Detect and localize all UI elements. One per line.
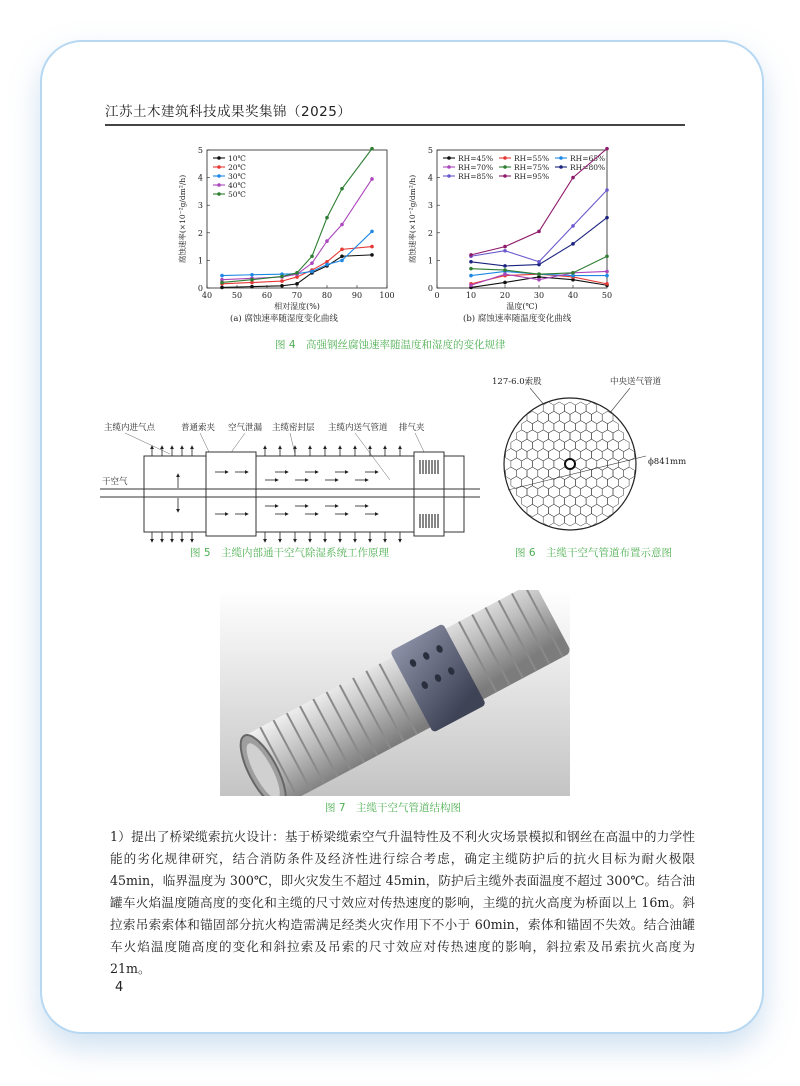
legend-label: 50℃ bbox=[228, 190, 246, 199]
legend-label: RH=75% bbox=[514, 163, 550, 172]
legend-label: 20℃ bbox=[228, 163, 246, 172]
data-point bbox=[605, 270, 609, 274]
legend-marker bbox=[447, 174, 451, 178]
y-tick-label: 1 bbox=[427, 256, 433, 266]
data-point bbox=[469, 260, 473, 264]
legend-marker bbox=[503, 156, 507, 160]
data-point bbox=[469, 283, 473, 287]
data-point bbox=[370, 253, 374, 257]
legend-label: 10℃ bbox=[228, 154, 246, 163]
body-paragraph: 1）提出了桥梁缆索抗火设计：基于桥梁缆索空气升温特性及不利火灾场景模拟和钢丝在高温中的力学性能的劣化规律研究，结合消防条件及经济性进行综合考虑，确定主缆防护后的抗火目标为耐火极限 45min，临界温度为 300℃，即火灾发生不超过 45min，防护后主缆外表面温度不超过 300℃。结合油罐车火焰温度随高度的变化和主缆的尺寸效应对传热速度的影响，主缆的抗火高度为桥面以上 16m。斜拉索吊索索体和锚固部分抗火构造需满足经类火灾作用下不小于 60min，索体和锚固不失效。结合油罐车火焰温度随高度的变化和斜拉索及吊索的尺寸效应对传热速度的影响，斜拉索及吊索抗火高度为 21m。 bbox=[110, 829, 695, 976]
data-point bbox=[340, 259, 344, 263]
legend-label: 40℃ bbox=[228, 181, 246, 190]
data-point bbox=[503, 245, 507, 249]
x-tick-label: 40 bbox=[201, 291, 213, 300]
label-diameter: ϕ841mm bbox=[648, 457, 687, 467]
legend-marker bbox=[447, 165, 451, 169]
figure-6-caption: 图 6 主缆干空气管道布置示意图 bbox=[515, 547, 673, 559]
data-point bbox=[340, 254, 344, 258]
legend-marker bbox=[559, 156, 563, 160]
data-point bbox=[325, 263, 329, 267]
data-point bbox=[605, 274, 609, 278]
label-clamp: 普通索夹 bbox=[181, 423, 216, 433]
data-point bbox=[571, 176, 575, 180]
data-point bbox=[370, 230, 374, 234]
header-rule bbox=[105, 124, 685, 126]
data-point bbox=[605, 282, 609, 286]
x-axis-label: 温度(℃) bbox=[506, 302, 538, 310]
chart-temperature bbox=[405, 140, 615, 310]
data-point bbox=[325, 239, 329, 243]
x-tick-label: 90 bbox=[351, 291, 363, 300]
legend-label: RH=70% bbox=[458, 163, 494, 172]
legend-marker bbox=[217, 165, 221, 169]
legend-label: RH=85% bbox=[458, 172, 494, 181]
x-axis-label: 相对湿度(%) bbox=[274, 302, 320, 310]
data-point bbox=[503, 249, 507, 253]
x-tick-label: 60 bbox=[261, 291, 273, 300]
x-tick-label: 80 bbox=[321, 291, 333, 300]
y-tick-label: 2 bbox=[197, 228, 203, 238]
figure-4-caption: 图 4 高强钢丝腐蚀速率随温度和湿度的变化规律 bbox=[275, 339, 506, 351]
x-tick-label: 70 bbox=[291, 291, 303, 300]
data-point bbox=[325, 216, 329, 220]
y-axis-label: 腐蚀速率(×10⁻²g/dm²/h) bbox=[408, 174, 417, 264]
chart-humidity bbox=[175, 140, 395, 310]
label-strand: 127-6.0索股 bbox=[492, 377, 542, 387]
data-point bbox=[469, 274, 473, 278]
data-point bbox=[340, 248, 344, 252]
legend-label: RH=80% bbox=[570, 163, 606, 172]
y-tick-label: 0 bbox=[427, 284, 433, 293]
data-point bbox=[605, 254, 609, 258]
legend-label: 30℃ bbox=[228, 172, 246, 181]
data-point bbox=[503, 281, 507, 285]
data-point bbox=[280, 275, 284, 279]
legend-marker bbox=[217, 174, 221, 178]
legend-label: RH=45% bbox=[458, 154, 494, 163]
data-point bbox=[571, 271, 575, 275]
label-supply-pipe: 主缆内送气管道 bbox=[328, 423, 388, 433]
y-tick-label: 3 bbox=[197, 201, 203, 211]
x-tick-label: 40 bbox=[567, 291, 579, 300]
series-line bbox=[471, 190, 607, 262]
data-point bbox=[340, 187, 344, 191]
data-point bbox=[280, 284, 284, 288]
x-tick-label: 100 bbox=[379, 291, 395, 300]
data-point bbox=[469, 253, 473, 257]
data-point bbox=[571, 224, 575, 228]
page-number: 4 bbox=[115, 980, 124, 995]
subcaption-a: (a) 腐蚀速率随湿度变化曲线 bbox=[230, 314, 338, 324]
x-tick-label: 20 bbox=[499, 291, 511, 300]
series-line bbox=[222, 231, 372, 275]
label-seal-layer: 主缆密封层 bbox=[272, 423, 315, 433]
data-point bbox=[537, 230, 541, 234]
data-point bbox=[250, 285, 254, 289]
label-dry-air: 干空气 bbox=[102, 477, 128, 487]
y-axis-label: 腐蚀速率(×10⁻²g/dm²/h) bbox=[178, 174, 187, 264]
data-point bbox=[310, 254, 314, 258]
legend-label: RH=55% bbox=[514, 154, 550, 163]
central-pipe-ring bbox=[565, 459, 575, 469]
data-point bbox=[295, 271, 299, 275]
data-point bbox=[605, 216, 609, 220]
figure-6-diagram bbox=[490, 372, 700, 542]
data-point bbox=[220, 281, 224, 285]
data-point bbox=[310, 270, 314, 274]
y-tick-label: 5 bbox=[427, 146, 433, 155]
data-point bbox=[469, 267, 473, 271]
data-point bbox=[370, 177, 374, 181]
data-point bbox=[571, 242, 575, 246]
data-point bbox=[537, 272, 541, 276]
figure-5-caption: 图 5 主缆内部通干空气除湿系统工作原理 bbox=[190, 547, 390, 559]
x-tick-label: 10 bbox=[465, 291, 477, 300]
y-tick-label: 0 bbox=[197, 284, 203, 293]
x-tick-label: 50 bbox=[231, 291, 243, 300]
figure-7-pipe-render bbox=[220, 590, 570, 796]
subcaption-b: (b) 腐蚀速率随温度变化曲线 bbox=[463, 314, 572, 324]
label-inlet-point: 主缆内进气点 bbox=[104, 423, 156, 433]
data-point bbox=[370, 147, 374, 151]
data-point bbox=[250, 278, 254, 282]
data-point bbox=[605, 188, 609, 192]
legend-marker bbox=[559, 165, 563, 169]
data-point bbox=[537, 278, 541, 282]
legend-marker bbox=[217, 192, 221, 196]
data-point bbox=[503, 268, 507, 272]
legend-marker bbox=[217, 183, 221, 187]
x-tick-label: 30 bbox=[533, 291, 545, 300]
data-point bbox=[340, 223, 344, 227]
y-tick-label: 3 bbox=[427, 201, 433, 211]
label-central-pipe: 中央送气管道 bbox=[610, 377, 662, 387]
legend-marker bbox=[217, 156, 221, 160]
y-tick-label: 5 bbox=[197, 146, 203, 155]
x-tick-label: 0 bbox=[434, 291, 440, 300]
legend-marker bbox=[503, 174, 507, 178]
running-header: 江苏土木建筑科技成果奖集锦（2025） bbox=[105, 104, 352, 120]
legend-label: RH=65% bbox=[570, 154, 606, 163]
series-line bbox=[471, 218, 607, 266]
data-point bbox=[280, 279, 284, 283]
data-point bbox=[503, 272, 507, 276]
y-tick-label: 4 bbox=[197, 173, 203, 183]
data-point bbox=[220, 286, 224, 290]
data-point bbox=[537, 260, 541, 264]
label-air-leak: 空气泄漏 bbox=[228, 423, 263, 433]
y-tick-label: 2 bbox=[427, 228, 433, 238]
data-point bbox=[503, 264, 507, 268]
figure-7-caption: 图 7 主缆干空气管道结构图 bbox=[325, 802, 462, 814]
legend-marker bbox=[447, 156, 451, 160]
figure-5-diagram bbox=[100, 418, 480, 543]
legend-marker bbox=[503, 165, 507, 169]
x-tick-label: 50 bbox=[601, 291, 613, 300]
data-point bbox=[605, 147, 609, 151]
data-point bbox=[220, 274, 224, 278]
y-tick-label: 1 bbox=[197, 256, 203, 266]
label-exhaust-clamp: 排气夹 bbox=[399, 423, 425, 433]
data-point bbox=[310, 261, 314, 265]
legend-label: RH=95% bbox=[514, 172, 550, 181]
data-point bbox=[250, 273, 254, 277]
data-point bbox=[370, 245, 374, 249]
data-point bbox=[295, 282, 299, 286]
y-tick-label: 4 bbox=[427, 173, 433, 183]
